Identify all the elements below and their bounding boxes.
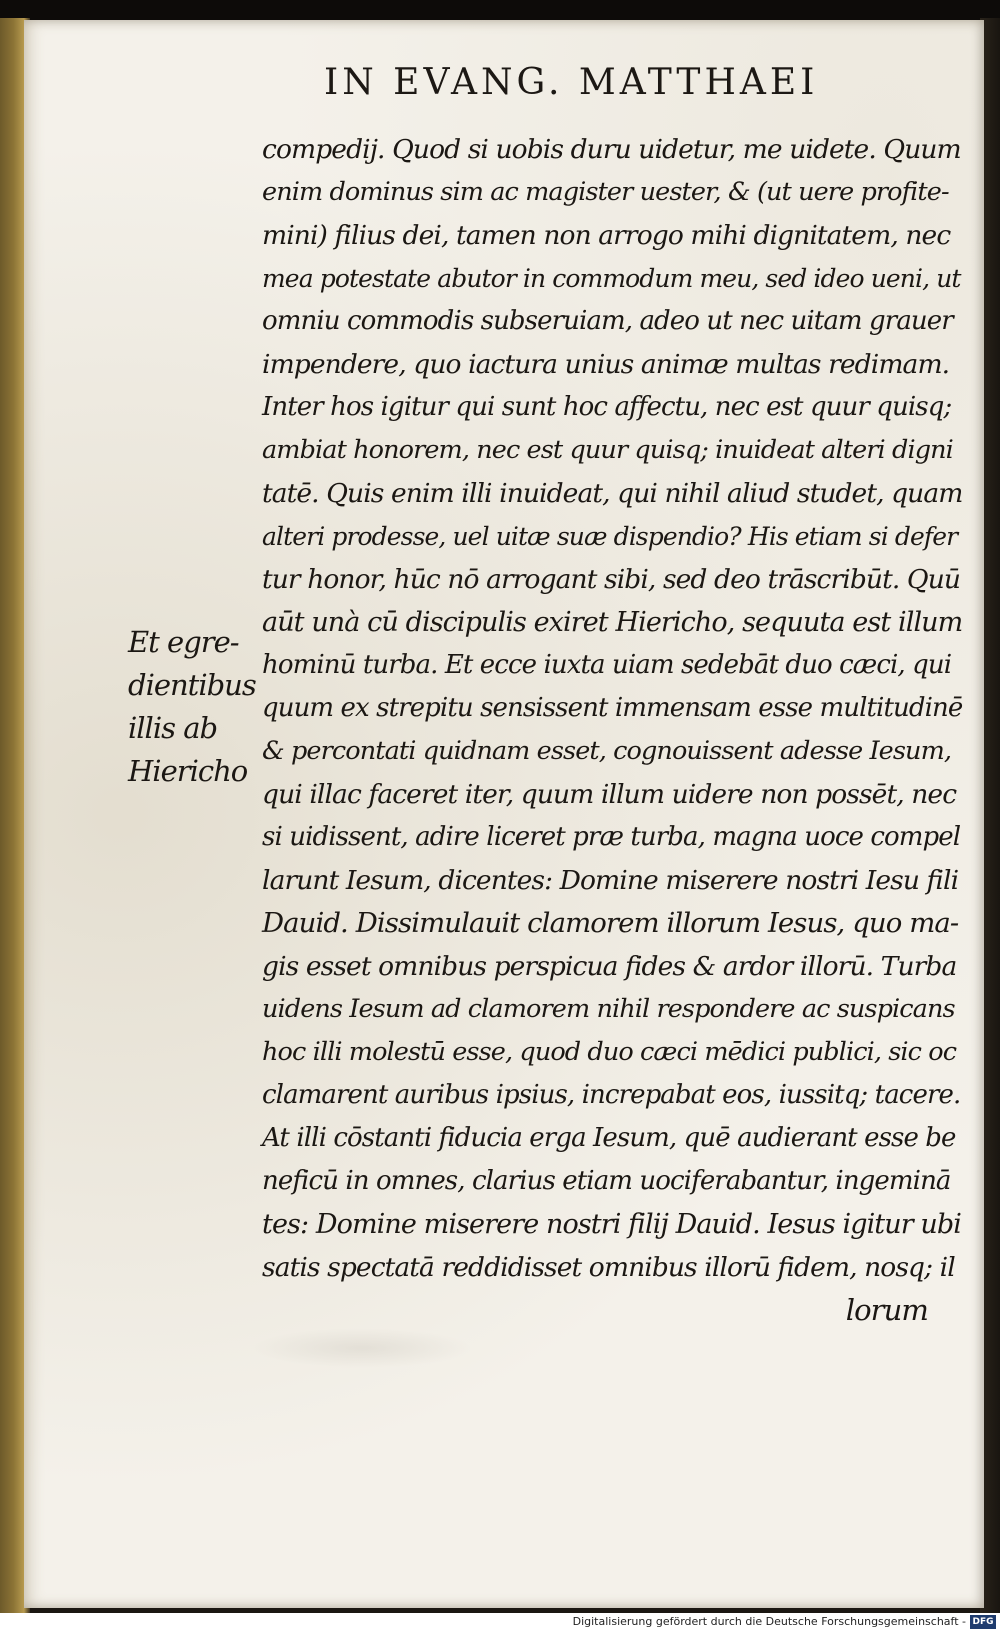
text-line: & percontati quidnam esset, cognouissent adesse Iesum, [262,736,952,766]
text-line: hominū turba. Et ecce iuxta uiam sedebāt duo cæci, qui [262,650,952,680]
text-line: si uidissent, adire liceret præ turba, magna uoce compel [262,822,961,852]
text-line: At illi cōstanti fiducia erga Iesum, quē audierant esse be [262,1123,956,1153]
text-line: impendere, quo iactura unius animæ multas redimam. [262,349,950,380]
text-line: mea potestate abutor in commodum meu, sed ideo ueni, ut [262,264,961,293]
text-line: omniu commodis subseruiam, adeo ut nec uitam grauer [262,306,953,336]
text-line: Inter hos igitur qui sunt hoc affectu, nec est quur quisq; [262,392,952,422]
text-line: mini) filius dei, tamen non arrogo mihi dignitatem, nec [262,220,951,251]
text-line: ambiat honorem, nec est quur quisq; inuideat alteri digni [262,435,953,465]
paper-stain [252,1328,472,1368]
catchword: lorum [845,1293,928,1327]
text-line: uidens Iesum ad clamorem nihil respondere ac suspicans [262,994,955,1024]
marginal-note [128,621,268,793]
body-text [262,128,962,1332]
running-head: IN EVANG. MATTHAEI [324,62,819,103]
marginal-line: illis ab [128,711,218,745]
text-line: alteri prodesse, uel uitæ suæ dispendio? His etiam si defer [262,522,958,551]
text-line: tur honor, hūc nō arrogant sibi, sed deo trāscribūt. Quū [262,564,961,595]
footer-bar [0,1613,1000,1631]
text-line: tatē. Quis enim illi inuideat, qui nihil aliud studet, quam [262,478,963,509]
book-page [24,20,984,1608]
text-line: tes: Domine miserere nostri filij Dauid. Iesus igitur ubi [262,1209,962,1240]
text-line: satis spectatā reddidisset omnibus illorū fidem, nosq; il [262,1252,955,1283]
text-line: hoc illi molestū esse, quod duo cæci mēdici publici, sic oc [262,1037,957,1067]
text-line: enim dominus sim ac magister uester, & (ut uere profite- [262,177,949,207]
text-line: Dauid. Dissimulauit clamorem illorum Iesus, quo ma- [262,907,959,939]
text-line: larunt Iesum, dicentes: Domine miserere nostri Iesu fili [262,865,959,896]
text-line: aūt unà cū discipulis exiret Hiericho, sequuta est illum [262,607,963,638]
text-line: qui illac faceret iter, quum illum uidere non possēt, nec [262,779,957,810]
text-line: gis esset omnibus perspicua fides & ardor illorū. Turba [262,951,957,982]
text-line: quum ex strepitu sensissent immensam esse multitudinē [262,693,963,723]
text-line: neficū in omnes, clarius etiam uociferabantur, ingeminā [262,1166,951,1196]
text-line: clamarent auribus ipsius, increpabat eos, iussitq; tacere. [262,1080,961,1110]
marginal-line: dientibus [128,668,256,702]
text-line: compedij. Quod si uobis duru uidetur, me uidete. Quum [262,134,961,165]
funding-notice: Digitalisierung gefördert durch die Deutsche Forschungsgemeinschaft - [572,1615,966,1628]
marginal-line: Hiericho [128,754,248,788]
marginal-line: Et egre- [128,625,239,659]
dfg-logo: DFG [970,1615,996,1629]
